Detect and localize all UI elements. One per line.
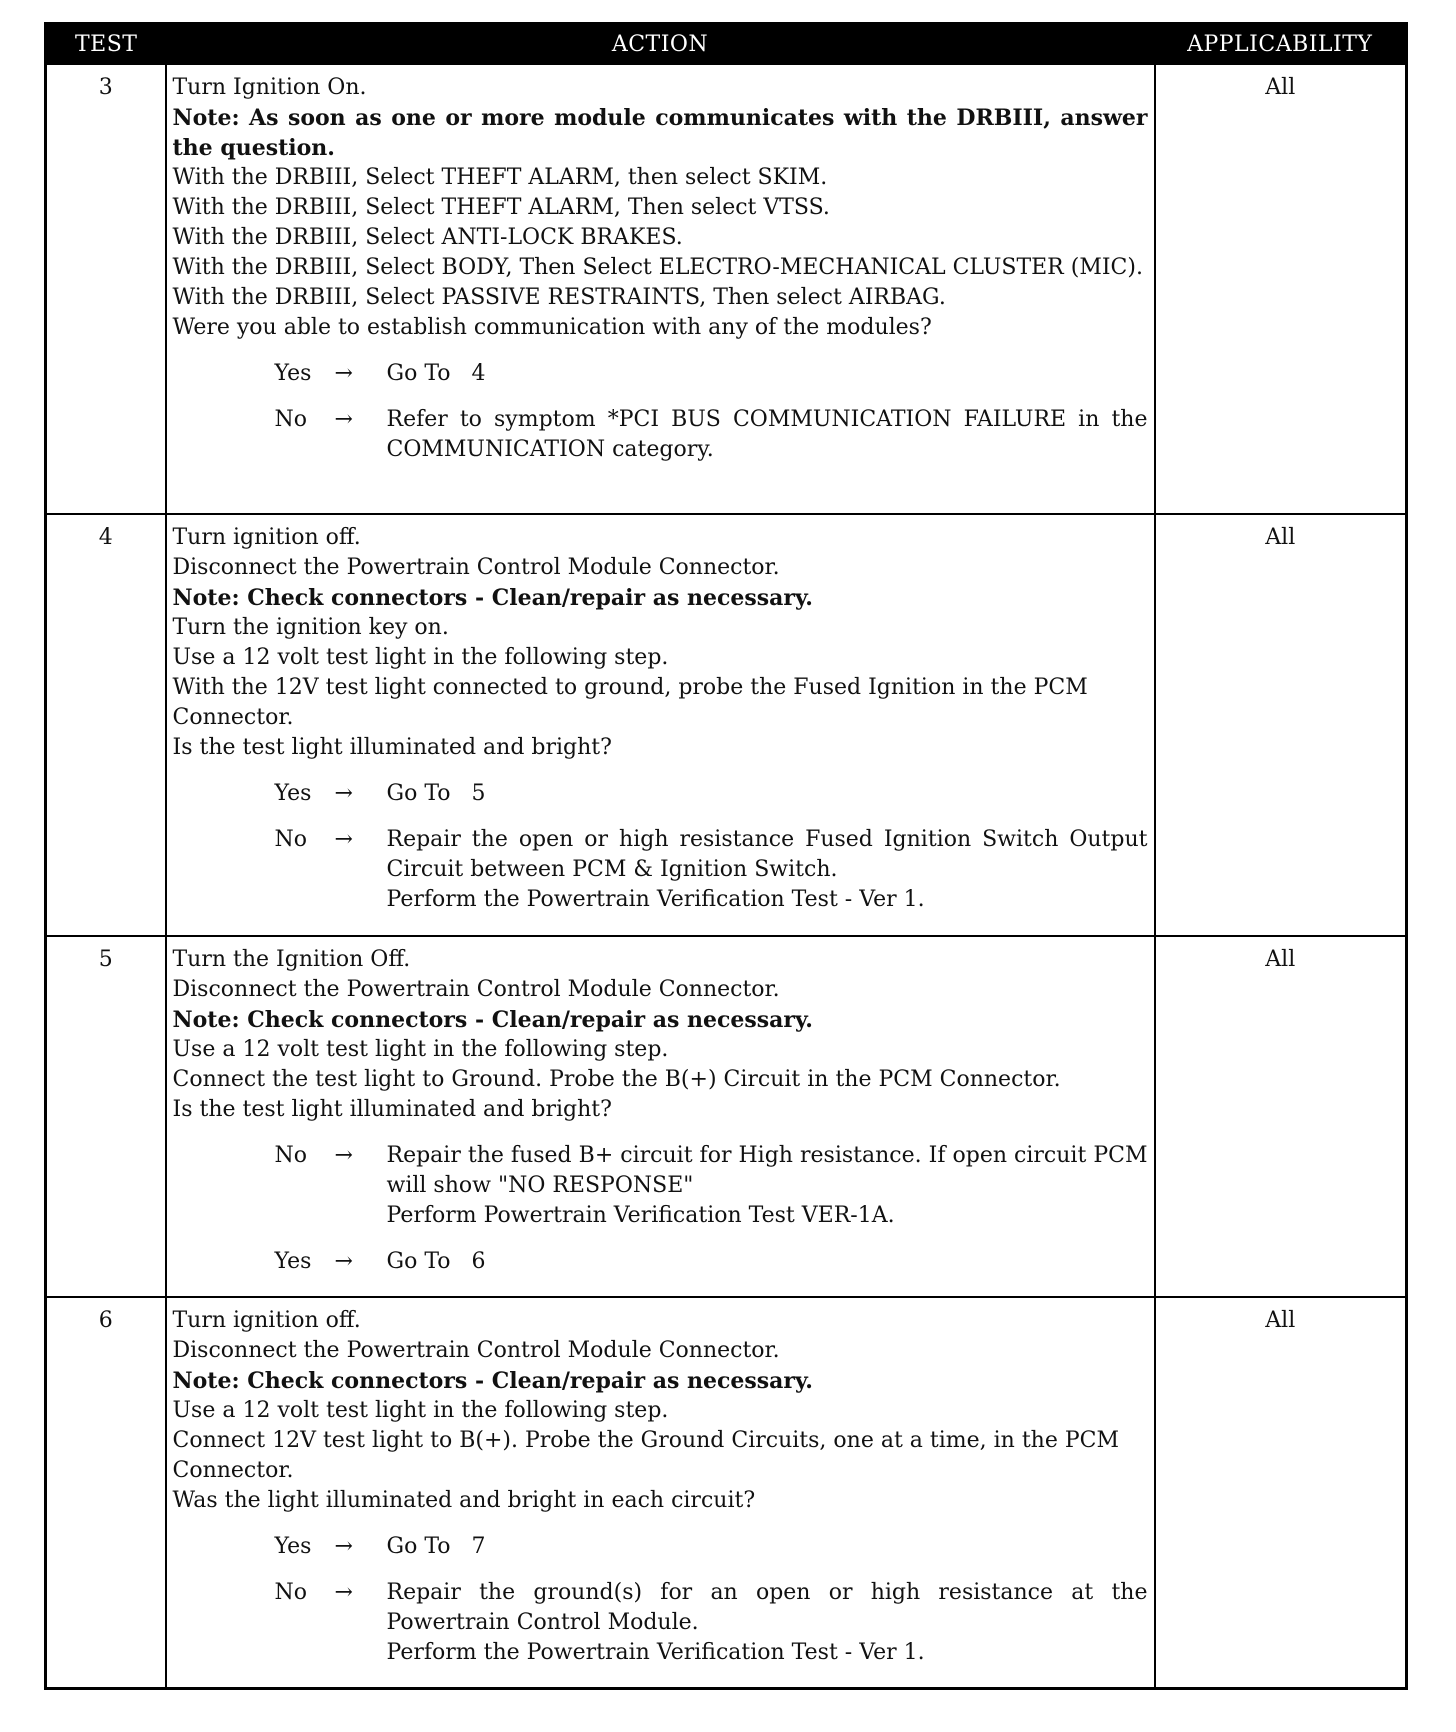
- response-line: Perform the Powertrain Verification Test - Ver 1.: [386, 1639, 925, 1665]
- response-no: [274, 405, 1155, 465]
- diagnostic-test-table: [44, 22, 1408, 1690]
- test-number: 6: [46, 1297, 166, 1689]
- response-yes: [275, 359, 1148, 389]
- response-line: Go To 6: [386, 1249, 486, 1275]
- action-step: Disconnect the Powertrain Control Module Connector.: [172, 555, 780, 581]
- response-text: [387, 1532, 1148, 1562]
- response-text: [387, 1247, 1148, 1277]
- action-step: Were you able to establish communication with any of the modules?: [172, 315, 932, 340]
- response-no: [274, 825, 1155, 915]
- action-step: Disconnect the Powertrain Control Module Connector.: [172, 977, 780, 1003]
- action-step: With the 12V test light connected to ground, probe the Fused Ignition in the PCM Connector.: [172, 675, 1088, 731]
- header-applicability: APPLICABILITY: [1155, 24, 1407, 65]
- action-step: With the DRBIII, Select ANTI-LOCK BRAKES.: [172, 225, 683, 250]
- response-text: [387, 359, 1148, 389]
- action-step: Is the test light illuminated and bright?: [172, 1097, 612, 1123]
- action-step: Use a 12 volt test light in the following step.: [172, 1037, 669, 1063]
- action-note: Note: Check connectors - Clean/repair as necessary.: [172, 1007, 813, 1034]
- response-line: Perform the Powertrain Verification Test - Ver 1.: [386, 887, 925, 913]
- response-label: Yes: [274, 1249, 312, 1275]
- table-row: [46, 514, 1407, 936]
- table-row: [46, 936, 1407, 1296]
- response-label: Yes: [274, 1533, 312, 1559]
- response-line: Go To 4: [386, 361, 486, 386]
- action-step: Turn ignition off.: [172, 1307, 361, 1333]
- table-header-row: [46, 24, 1407, 65]
- applicability-value: All: [1155, 1297, 1407, 1689]
- action-step: Turn the ignition key on.: [172, 615, 449, 641]
- action-step: Disconnect the Powertrain Control Module Connector.: [172, 1337, 780, 1363]
- action-step: Turn the Ignition Off.: [172, 947, 411, 973]
- response-text: [386, 825, 1155, 915]
- response-line: Go To 5: [386, 781, 486, 807]
- action-cell: [166, 936, 1155, 1296]
- applicability-value: All: [1155, 514, 1407, 936]
- response-line: Refer to symptom *PCI BUS COMMUNICATION FAILURE in the COMMUNICATION category.: [386, 407, 1155, 462]
- test-number: 4: [46, 514, 166, 936]
- action-step: Use a 12 volt test light in the following step.: [172, 645, 669, 671]
- action-note: Note: As soon as one or more module communicates with the DRBIII, answer the question.: [172, 105, 1148, 161]
- action-step: Is the test light illuminated and bright?: [172, 735, 612, 761]
- action-cell: [166, 1297, 1155, 1689]
- action-step: With the DRBIII, Select BODY, Then Select ELECTRO-MECHANICAL CLUSTER (MIC).: [172, 255, 1143, 280]
- applicability-value: All: [1155, 64, 1407, 514]
- action-step: With the DRBIII, Select THEFT ALARM, Then select VTSS.: [172, 195, 830, 220]
- action-step: Connect 12V test light to B(+). Probe the Ground Circuits, one at a time, in the PCM Connector.: [172, 1427, 1120, 1483]
- response-label: No: [274, 407, 307, 432]
- response-yes: [275, 779, 1148, 809]
- action-step: Connect the test light to Ground. Probe the B(+) Circuit in the PCM Connector.: [172, 1067, 1061, 1093]
- arrow-right-icon: →: [334, 1579, 353, 1605]
- header-test: TEST: [46, 24, 166, 65]
- response-line: Repair the fused B+ circuit for High resistance. If open circuit PCM will show "NO RESPONSE": [386, 1143, 1155, 1199]
- table-body: [46, 64, 1407, 1689]
- arrow-right-icon: →: [334, 827, 353, 853]
- response-line: Go To 7: [386, 1533, 486, 1559]
- action-step: Use a 12 volt test light in the following step.: [172, 1397, 669, 1423]
- action-note: Note: Check connectors - Clean/repair as necessary.: [172, 1367, 813, 1394]
- table-row: [46, 1297, 1407, 1689]
- response-yes: [275, 1247, 1148, 1277]
- response-label: No: [274, 1143, 307, 1169]
- response-text: [386, 1578, 1155, 1668]
- arrow-right-icon: →: [334, 1533, 353, 1559]
- table-row: [46, 64, 1407, 514]
- action-note: Note: Check connectors - Clean/repair as necessary.: [172, 585, 813, 612]
- action-step: With the DRBIII, Select THEFT ALARM, then select SKIM.: [172, 165, 828, 190]
- response-label: No: [274, 827, 307, 853]
- test-number: 3: [46, 64, 166, 514]
- action-step: With the DRBIII, Select PASSIVE RESTRAINTS, Then select AIRBAG.: [172, 285, 946, 310]
- response-text: [386, 405, 1155, 465]
- response-no: [274, 1578, 1155, 1668]
- action-step: Turn ignition off.: [172, 525, 361, 551]
- response-line: Perform Powertrain Verification Test VER-1A.: [386, 1203, 895, 1229]
- arrow-right-icon: →: [334, 1249, 353, 1275]
- test-number: 5: [46, 936, 166, 1296]
- response-line: Repair the ground(s) for an open or high resistance at the Powertrain Control Module.: [386, 1579, 1155, 1635]
- response-text: [387, 779, 1148, 809]
- arrow-right-icon: →: [334, 361, 353, 386]
- applicability-value: All: [1155, 936, 1407, 1296]
- action-cell: [166, 64, 1155, 514]
- response-label: Yes: [274, 781, 312, 807]
- response-line: Repair the open or high resistance Fused Ignition Switch Output Circuit between PCM & Ignition Switch.: [386, 827, 1155, 883]
- action-cell: [166, 514, 1155, 936]
- response-no: [274, 1141, 1155, 1231]
- response-text: [386, 1141, 1155, 1231]
- response-yes: [275, 1532, 1148, 1562]
- response-label: Yes: [274, 361, 312, 386]
- action-step: Was the light illuminated and bright in each circuit?: [172, 1487, 756, 1513]
- response-label: No: [274, 1579, 307, 1605]
- arrow-right-icon: →: [334, 407, 353, 432]
- arrow-right-icon: →: [334, 781, 353, 807]
- arrow-right-icon: →: [334, 1143, 353, 1169]
- header-action: ACTION: [166, 24, 1155, 65]
- action-step: Turn Ignition On.: [172, 75, 367, 100]
